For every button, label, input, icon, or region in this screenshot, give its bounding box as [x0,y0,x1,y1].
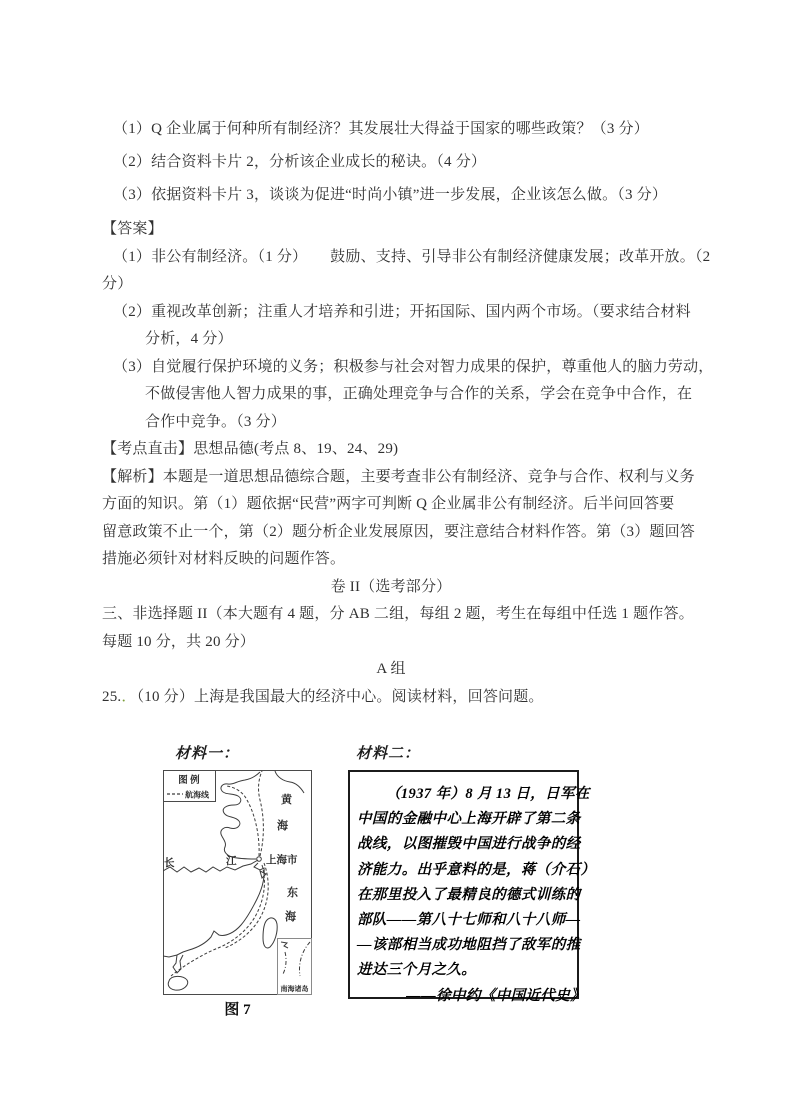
volume-title: 卷 II（选考部分） [330,578,452,595]
map-label-east-sea-1: 东 [287,887,298,899]
answer-1-line-1: （1）非公有制经济。（1 分） 鼓励、支持、引导非公有制经济健康发展；改革开放。（2 [113,248,711,265]
answer-3-line-3: 合作中竞争。（3 分） [145,413,286,430]
analysis-line-1: 【解析】本题是一道思想品德综合题，主要考查非公有制经济、竞争与合作、权利与义务 [102,468,695,485]
material-2-line: 部队——第八十七师和八十八师— [357,912,581,929]
legend-title: 图 例 [178,776,200,786]
answer-3-line-2: 不做侵害他人智力成果的事，正确处理竞争与合作的关系，学会在竞争中合作，在 [145,386,693,402]
section-intro-line-2: 每题 10 分，共 20 分） [102,633,256,650]
figure-caption: 图 7 [224,1002,251,1018]
material-1-label: 材料一： [175,746,240,762]
inset-label: 南海诸岛 [280,985,309,993]
group-label: A 组 [376,661,406,677]
map-legend [164,771,216,802]
question-25-number: 25. [102,688,122,705]
china-coast-map [163,770,312,996]
map-label-yangtze-1: 长 [164,858,175,869]
question-line-1: （1）Q 企业属于何种所有制经济？其发展壮大得益于国家的哪些政策？（3 分） [113,121,649,137]
map-label-yellow-sea-2: 海 [277,820,288,832]
question-line-3: （3）依据资料卡片 3，谈谈为促进“时尚小镇”进一步发展，企业该怎么做。（3 分） [113,187,668,203]
answer-header: 【答案】 [102,221,163,237]
material-2-source: ——徐中约《中国近代史》 [406,987,586,1004]
spellcheck-dot: ． [121,688,137,705]
analysis-line-3: 留意政策不止一个，第（2）题分析企业发展原因，要注意结合材料作答。第（3）题回答 [102,523,696,540]
section-intro-line-1: 三、非选择题 II（本大题有 4 题，分 AB 二组，每组 2 题，考生在每组中任选 1 题作答。 [102,606,694,622]
material-2-line: 济能力。出乎意料的是，蒋（介石） [357,861,596,878]
document-body [102,113,714,711]
legend-item-label: 航海线 [185,790,209,800]
material-2-line: —该部相当成功地阻挡了敌军的推 [357,937,581,954]
question-line-2: （2）结合资料卡片 2，分析该企业成长的秘诀。（4 分） [113,154,487,170]
answer-1-line-2: 分） [102,276,133,292]
answer-3-line-1: （3）自觉履行保护环境的义务；积极参与社会对智力成果的保护，尊重他人的脑力劳动， [113,358,714,375]
south-china-sea-inset [278,939,312,995]
material-2-label: 材料二： [356,746,421,762]
map-label-shanghai: 上海市 [266,855,298,866]
material-2-textbox [348,770,596,1004]
material-2-line: 战线，以图摧毁中国进行战争的经 [357,836,581,853]
material-2-line: （1937 年）8 月 13 日，日军在 [386,786,590,802]
question-25-line [102,684,702,712]
map-label-yellow-sea-1: 黄 [281,794,292,806]
analysis-line-4: 措施必须针对材料反映的问题作答。 [102,551,346,567]
analysis-line-2: 方面的知识。第（1）题依据“民营”两字可判断 Q 企业属非公有制经济。后半问回答要 [102,496,675,512]
answer-2-line-1: （2）重视改革创新；注重人才培养和引进；开拓国际、国内两个市场。（要求结合材料 [113,303,691,320]
answer-2-line-2: 分析，4 分） [145,331,233,347]
exam-points-line: 【考点直击】思想品德(考点 8、19、24、29) [102,441,399,457]
map-figure [163,770,312,996]
map-label-yangtze-2: 江 [226,856,237,867]
material-2-line: 在那里投入了最精良的德式训练的 [357,886,581,903]
map-label-east-sea-2: 海 [285,911,296,923]
question-25-text: （10 分）上海是我国最大的经济中心。阅读材料，回答问题。 [136,688,544,705]
material-2-line: 进达三个月之久。 [357,962,477,979]
material-2-line: 中国的金融中心上海开辟了第二条 [357,811,581,828]
